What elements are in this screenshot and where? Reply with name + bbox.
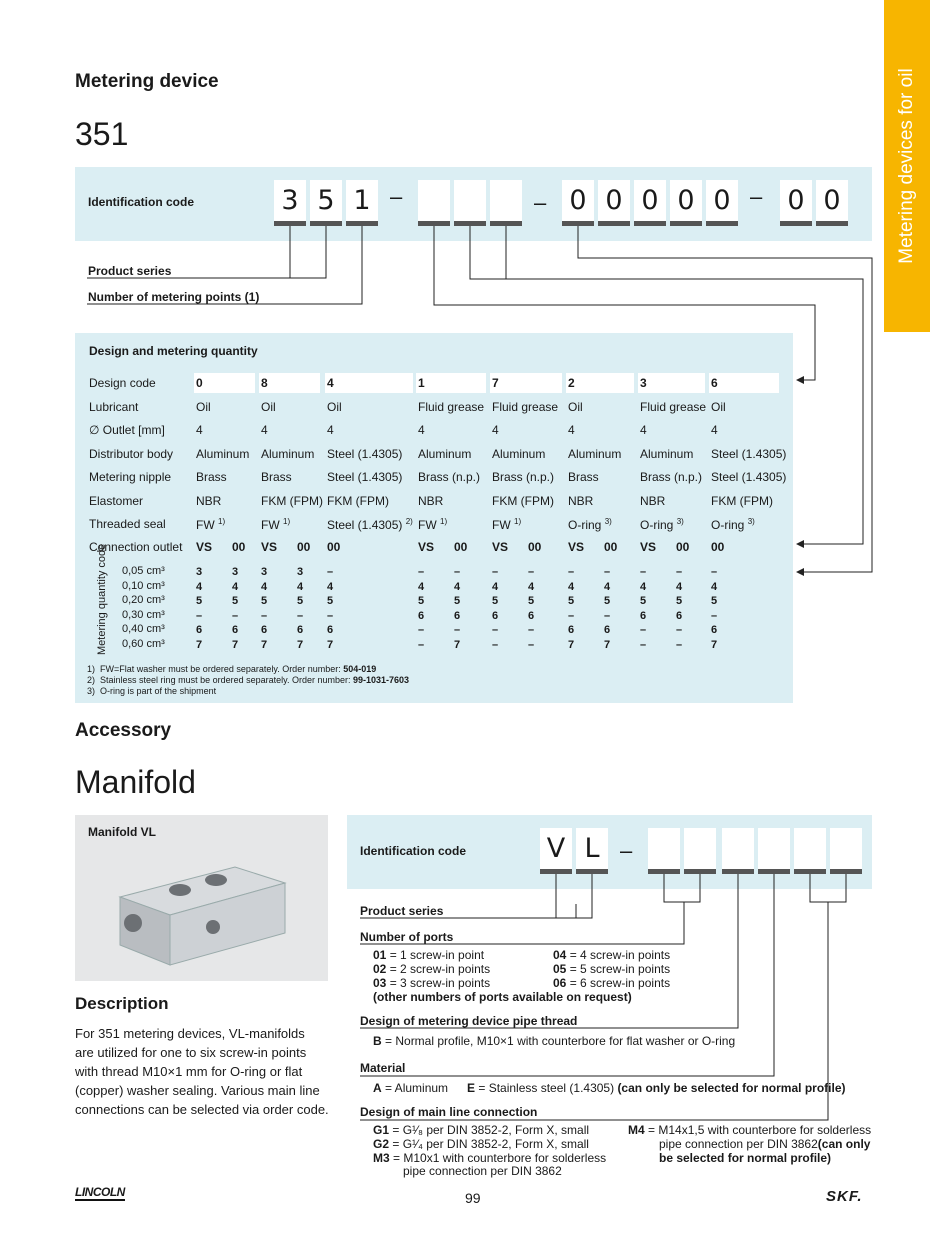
design-cell: FKM (FPM) — [711, 494, 773, 508]
metering-quantity-value: 5 — [232, 595, 239, 608]
design-cell: Brass — [196, 470, 227, 484]
threaded-seal-value: FW $^{1)}$ — [261, 517, 291, 532]
qty-axis-wrap — [82, 543, 122, 655]
code-cell-bg — [709, 373, 779, 393]
page-title: 351 — [75, 116, 129, 152]
number-points-label: Number of metering points (1) — [88, 290, 260, 304]
threaded-seal-value: FW $^{1)}$ — [196, 517, 226, 532]
id-dash: – — [750, 184, 763, 209]
metering-quantity-value: 6 — [676, 609, 683, 622]
design-cell: NBR — [568, 494, 594, 508]
design-cell: Steel (1.4305) — [327, 470, 403, 484]
lincoln-logo: LINCOLN — [75, 1185, 125, 1199]
port-option: 06 = 6 screw-in points — [553, 976, 671, 990]
connection-outlet-value: VS — [196, 540, 213, 554]
design-cell: FKM (FPM) — [492, 494, 554, 508]
port-option: 04 = 4 screw-in points — [553, 948, 671, 962]
connection-outlet-value: 00 — [604, 540, 618, 554]
metering-quantity-value: 4 — [676, 580, 683, 593]
code-cell-bg — [566, 373, 634, 393]
metering-quantity-value: – — [711, 566, 718, 578]
metering-quantity-value: 4 — [327, 580, 334, 593]
product-series-label-2: Product series — [360, 904, 444, 918]
metering-quantity-value: 4 — [640, 580, 647, 593]
id-box: 1 — [346, 180, 378, 222]
metering-quantity-value: 7 — [327, 639, 334, 651]
connection-outlet-value: 00 — [297, 540, 311, 554]
port-option: 05 = 5 screw-in points — [553, 962, 671, 976]
design-cell: 4 — [327, 376, 334, 390]
metering-quantity-value: – — [418, 639, 425, 651]
description-title: Description — [75, 994, 169, 1013]
metering-quantity-value: 5 — [711, 595, 718, 608]
design-cell: Brass (n.p.) — [492, 470, 555, 484]
metering-quantity-value: – — [676, 624, 683, 637]
port-option: 02 = 2 screw-in points — [373, 962, 491, 976]
page-number: 99 — [465, 1190, 481, 1206]
main-line-option: G2 = G¹⁄₄ per DIN 3852-2, Form X, small — [373, 1137, 589, 1151]
metering-quantity-value: 6 — [232, 624, 239, 637]
code-cell-bg — [194, 373, 255, 393]
design-cell: 4 — [418, 423, 425, 437]
metering-quantity-value: 7 — [261, 639, 268, 651]
threaded-seal-value: Steel (1.4305) $^{2)}$ — [327, 517, 413, 532]
metering-quantity-value: – — [640, 566, 647, 578]
metering-quantity-value: – — [232, 609, 239, 622]
metering-quantity-value: – — [327, 566, 334, 578]
design-cell: Oil — [261, 400, 276, 414]
connection-outlet-value: 00 — [711, 540, 725, 554]
design-cell: Aluminum — [492, 447, 546, 461]
threaded-seal-value: FW $^{1)}$ — [492, 517, 522, 532]
design-cell: 4 — [492, 423, 499, 437]
design-cell: Fluid grease — [492, 400, 559, 414]
row-label: ∅ Outlet [mm] — [89, 423, 165, 437]
metering-quantity-value: – — [604, 566, 611, 578]
design-cell: Steel (1.4305) — [711, 470, 787, 484]
design-cell: Aluminum — [196, 447, 250, 461]
connection-outlet-value: VS — [418, 540, 435, 554]
id-dash: – — [534, 190, 547, 215]
metering-quantity-value: 4 — [568, 580, 575, 593]
metering-quantity-value: 3 — [297, 566, 304, 578]
material-option-a: A = Aluminum — [373, 1081, 449, 1095]
connection-outlet-value: 00 — [232, 540, 246, 554]
description-line: (copper) washer sealing. Various main line — [75, 1083, 320, 1098]
id-box: 0 — [780, 180, 812, 222]
threaded-seal-value: O-ring $^{3)}$ — [568, 517, 612, 532]
id-dash: – — [390, 184, 403, 209]
code-cell-bg — [416, 373, 486, 393]
connection-outlet-value: 00 — [676, 540, 690, 554]
metering-quantity-value: 5 — [196, 595, 203, 608]
metering-quantity-value: 5 — [261, 595, 268, 608]
threaded-seal-value: O-ring $^{3)}$ — [711, 517, 755, 532]
quantity-label: 0,05 cm³ — [122, 565, 165, 577]
connection-outlet-value: 00 — [528, 540, 542, 554]
manifold-box-label: Manifold VL — [88, 825, 156, 839]
id2-dash: – — [620, 838, 633, 863]
main-line-option-cont: pipe connection per DIN 3862 — [403, 1164, 562, 1178]
metering-quantity-value: 6 — [327, 624, 334, 637]
row-label: Connection outlet — [89, 540, 183, 554]
section-kicker: Metering device — [75, 71, 219, 92]
skf-logo: SKF. — [826, 1188, 863, 1205]
id-code-label: Identification code — [88, 195, 195, 209]
code-cell-bg — [259, 373, 320, 393]
row-label: Threaded seal — [89, 517, 166, 531]
design-cell: Brass — [568, 470, 599, 484]
metering-quantity-value: 4 — [492, 580, 499, 593]
side-tab-text: Metering devices for oil — [896, 68, 917, 264]
metering-quantity-value: 6 — [492, 609, 499, 622]
ports-title: Number of ports — [360, 930, 454, 944]
id2-box: V — [540, 828, 572, 870]
design-cell: Oil — [327, 400, 342, 414]
metering-quantity-value: 4 — [454, 580, 461, 593]
id-box: 0 — [670, 180, 702, 222]
metering-quantity-value: 7 — [604, 639, 611, 651]
design-cell: 4 — [196, 423, 203, 437]
design-title: Design and metering quantity — [89, 344, 258, 358]
design-cell: Oil — [568, 400, 583, 414]
connection-outlet-value: VS — [568, 540, 585, 554]
metering-quantity-value: 5 — [640, 595, 647, 608]
quantity-label: 0,30 cm³ — [122, 608, 165, 621]
design-cell: 2 — [568, 376, 575, 390]
footnote-3: 3) O-ring is part of the shipment — [87, 686, 217, 696]
id-box: 0 — [562, 180, 594, 222]
connection-outlet-value: 00 — [327, 540, 341, 554]
metering-quantity-value: 7 — [454, 639, 461, 651]
quantity-label: 0,20 cm³ — [122, 594, 165, 607]
metering-quantity-value: 7 — [568, 639, 575, 651]
metering-quantity-value: 5 — [604, 595, 611, 608]
metering-quantity-value: 6 — [261, 624, 268, 637]
port-option: 03 = 3 screw-in points — [373, 976, 491, 990]
metering-quantity-value: – — [568, 609, 575, 622]
design-cell: Brass (n.p.) — [640, 470, 703, 484]
design-cell: Fluid grease — [418, 400, 485, 414]
metering-quantity-value: 3 — [196, 566, 203, 578]
metering-quantity-value: 5 — [568, 595, 575, 608]
metering-quantity-value: 6 — [711, 624, 718, 637]
metering-quantity-value: 5 — [418, 595, 425, 608]
metering-quantity-value: 5 — [454, 595, 461, 608]
description-line: connections can be selected via order code. — [75, 1102, 329, 1117]
id-box: 0 — [816, 180, 848, 222]
design-cell: 3 — [640, 376, 647, 390]
connection-outlet-value: 00 — [454, 540, 468, 554]
description-line: For 351 metering devices, VL-manifolds — [75, 1026, 305, 1041]
main-line-option: M3 = M10x1 with counterbore for solderless — [373, 1151, 607, 1165]
design-cell: 1 — [418, 376, 425, 390]
metering-quantity-value: 7 — [232, 639, 239, 651]
metering-quantity-value: – — [528, 639, 535, 651]
design-cell: 8 — [261, 376, 268, 390]
thread-option: B = Normal profile, M10×1 with counterbore for flat washer or O-ring — [373, 1034, 736, 1048]
port-option: 01 = 1 screw-in point — [373, 948, 485, 962]
metering-quantity-value: 5 — [327, 595, 334, 608]
quantity-label: 0,60 cm³ — [122, 638, 165, 650]
design-cell: Brass (n.p.) — [418, 470, 481, 484]
metering-quantity-value: 6 — [454, 609, 461, 622]
quantity-label: 0,40 cm³ — [122, 623, 165, 636]
design-cell: Steel (1.4305) — [711, 447, 787, 461]
section-title-2: Manifold — [75, 764, 196, 800]
connection-outlet-value: VS — [492, 540, 509, 554]
metering-quantity-value: – — [492, 566, 499, 578]
design-cell: 4 — [640, 423, 647, 437]
quantity-label: 0,10 cm³ — [122, 579, 165, 592]
metering-quantity-value: – — [676, 639, 683, 651]
metering-quantity-value: 4 — [261, 580, 268, 593]
metering-quantity-value: 4 — [711, 580, 718, 593]
metering-quantity-value: – — [261, 609, 268, 622]
id-code-label-2: Identification code — [360, 844, 467, 858]
design-cell: FKM (FPM) — [327, 494, 389, 508]
metering-quantity-value: 4 — [528, 580, 535, 593]
id-box: 5 — [310, 180, 342, 222]
metering-quantity-value: 6 — [568, 624, 575, 637]
main-line-title: Design of main line connection — [360, 1105, 538, 1119]
code-cell-bg — [325, 373, 413, 393]
connection-outlet-value: VS — [261, 540, 278, 554]
connection-outlet-value: VS — [640, 540, 657, 554]
metering-quantity-value: – — [454, 566, 461, 578]
metering-quantity-value: 7 — [711, 639, 718, 651]
metering-quantity-value: 3 — [232, 566, 239, 578]
design-cell: Aluminum — [568, 447, 622, 461]
metering-quantity-value: – — [297, 609, 304, 622]
row-label: Distributor body — [89, 447, 174, 461]
ports-note: (other numbers of ports available on request) — [373, 990, 632, 1004]
metering-quantity-value: 7 — [297, 639, 304, 651]
design-cell: 6 — [711, 376, 718, 390]
metering-quantity-value: 6 — [604, 624, 611, 637]
id2-box: L — [576, 828, 608, 870]
footnote-1: 1) FW=Flat washer must be ordered separately. Order number: 504-019 — [87, 664, 377, 674]
metering-quantity-value: 5 — [492, 595, 499, 608]
design-cell: NBR — [418, 494, 444, 508]
metering-quantity-value: 4 — [297, 580, 304, 593]
design-cell: NBR — [640, 494, 666, 508]
row-label: Lubricant — [89, 400, 139, 414]
metering-quantity-value: 5 — [297, 595, 304, 608]
metering-quantity-value: – — [568, 566, 575, 578]
metering-quantity-value: 7 — [196, 639, 203, 651]
metering-quantity-value: – — [528, 566, 535, 578]
design-cell: Aluminum — [418, 447, 472, 461]
design-cell: Brass — [261, 470, 292, 484]
material-title: Material — [360, 1061, 406, 1075]
metering-quantity-value: – — [196, 609, 203, 622]
design-cell: 4 — [327, 423, 334, 437]
metering-quantity-value: – — [711, 609, 718, 622]
design-cell: FKM (FPM) — [261, 494, 323, 508]
metering-quantity-value: – — [418, 624, 425, 637]
metering-quantity-value: – — [528, 624, 535, 637]
id-box: 0 — [598, 180, 630, 222]
thread-title: Design of metering device pipe thread — [360, 1014, 578, 1028]
design-cell: 0 — [196, 376, 203, 390]
description-line: with thread M10×1 mm for O-ring or flat — [75, 1064, 303, 1079]
main-line-option-cont: be selected for normal profile) — [659, 1151, 832, 1165]
main-line-option-cont: pipe connection per DIN 3862(can only — [659, 1137, 871, 1151]
design-cell: Aluminum — [640, 447, 694, 461]
metering-quantity-value: 6 — [297, 624, 304, 637]
metering-quantity-value: 4 — [604, 580, 611, 593]
metering-quantity-value: 4 — [418, 580, 425, 593]
metering-quantity-value: 4 — [232, 580, 239, 593]
design-cell: 4 — [261, 423, 268, 437]
metering-quantity-value: – — [327, 609, 334, 622]
metering-quantity-value: 6 — [640, 609, 647, 622]
id-box: 0 — [634, 180, 666, 222]
design-cell: Fluid grease — [640, 400, 707, 414]
design-cell: Steel (1.4305) — [327, 447, 403, 461]
id-box: 0 — [706, 180, 738, 222]
metering-quantity-value: – — [676, 566, 683, 578]
metering-quantity-value: 4 — [196, 580, 203, 593]
code-cell-bg — [638, 373, 705, 393]
threaded-seal-value: FW $^{1)}$ — [418, 517, 448, 532]
row-label: Design code — [89, 376, 156, 390]
metering-quantity-value: 5 — [528, 595, 535, 608]
metering-quantity-value: 5 — [676, 595, 683, 608]
qty-axis-label: Metering quantity code — [96, 543, 108, 655]
design-cell: 4 — [711, 423, 718, 437]
footnote-2: 2) Stainless steel ring must be ordered separately. Order number: 99-1031-7603 — [87, 675, 410, 685]
id-box: 3 — [274, 180, 306, 222]
design-cell: Oil — [711, 400, 726, 414]
threaded-seal-value: O-ring $^{3)}$ — [640, 517, 684, 532]
design-cell: 7 — [492, 376, 499, 390]
main-line-option: M4 = M14x1,5 with counterbore for solderless — [628, 1123, 872, 1137]
design-cell: Oil — [196, 400, 211, 414]
code-cell-bg — [490, 373, 562, 393]
design-cell: NBR — [196, 494, 222, 508]
metering-quantity-value: – — [604, 609, 611, 622]
row-label: Metering nipple — [89, 470, 172, 484]
design-cell: Aluminum — [261, 447, 315, 461]
product-series-label: Product series — [88, 264, 172, 278]
main-line-option: G1 = G¹⁄₈ per DIN 3852-2, Form X, small — [373, 1123, 590, 1137]
metering-quantity-value: – — [640, 624, 647, 637]
metering-quantity-value: 6 — [418, 609, 425, 622]
metering-quantity-value: – — [640, 639, 647, 651]
row-label: Elastomer — [89, 494, 144, 508]
metering-quantity-value: 6 — [196, 624, 203, 637]
description-line: are utilized for one to six screw-in points — [75, 1045, 307, 1060]
material-option-e: E = Stainless steel (1.4305) (can only be selected for normal profile) — [467, 1081, 846, 1095]
design-cell: 4 — [568, 423, 575, 437]
section-kicker-2: Accessory — [75, 720, 172, 741]
metering-quantity-value: – — [492, 639, 499, 651]
metering-quantity-value: – — [418, 566, 425, 578]
metering-quantity-value: 6 — [528, 609, 535, 622]
metering-quantity-value: – — [492, 624, 499, 637]
metering-quantity-value: 3 — [261, 566, 268, 578]
metering-quantity-value: – — [454, 624, 461, 637]
